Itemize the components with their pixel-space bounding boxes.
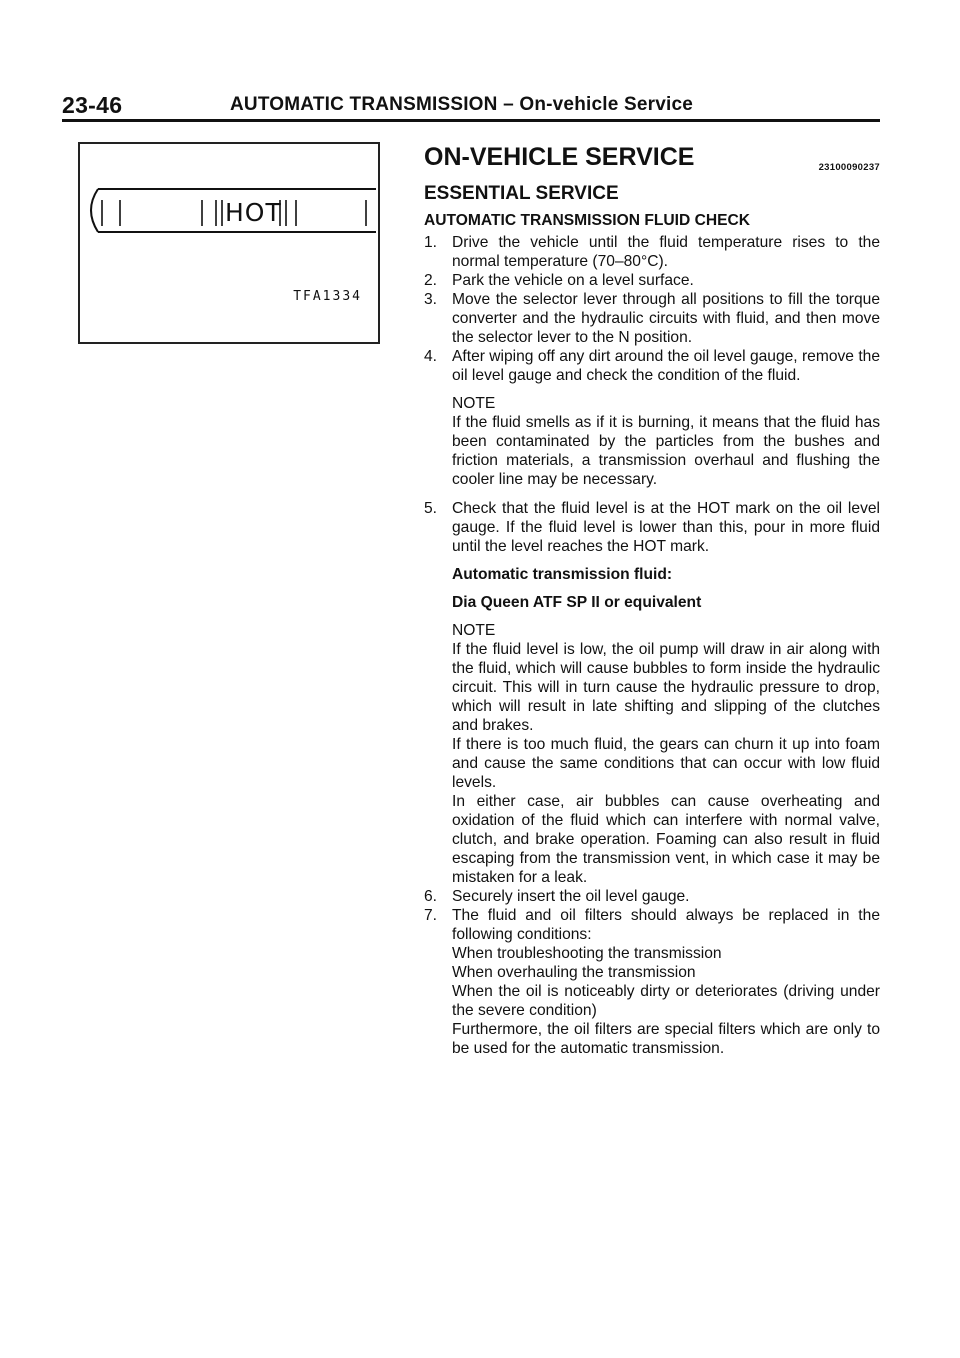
step-2: 2. Park the vehicle on a level surface. xyxy=(424,272,694,289)
note-2 xyxy=(424,621,880,887)
note-1-label: NOTE xyxy=(452,395,496,412)
oil-level-gauge-figure xyxy=(78,142,380,344)
note-1 xyxy=(424,394,880,489)
oil-level-gauge-illustration xyxy=(80,144,382,346)
step-5: 5. Check that the fluid level is at the HOT mark on the oil level gauge. If the fluid level is lower than this, pour in more fluid until the level reaches the HOT mark. xyxy=(424,500,880,555)
note-1-text: If the fluid smells as if it is burning, it means that the fluid has been contaminated by the particles from the bushes and friction materials, a transmission overhaul and flushing the cooler line may be necessary. xyxy=(452,414,880,488)
procedure-title: AUTOMATIC TRANSMISSION FLUID CHECK xyxy=(424,212,751,229)
figure-code: TFA1334 xyxy=(293,289,362,304)
note-2-label: NOTE xyxy=(452,622,496,639)
section-title: ON-VEHICLE SERVICE xyxy=(424,143,695,171)
note-2-paragraph-2: If there is too much fluid, the gears can churn it up into foam and cause the same conditions that can occur with low fluid levels. xyxy=(452,736,880,791)
header-separator: – xyxy=(503,94,514,115)
fluid-label: Automatic transmission fluid: xyxy=(452,566,673,583)
step-4: 4. After wiping off any dirt around the oil level gauge, remove the oil level gauge and check the condition of the fluid. xyxy=(424,348,880,384)
condition-4: Furthermore, the oil filters are special filters which are only to be used for the automatic transmission. xyxy=(452,1021,880,1057)
header-subtitle: On-vehicle Service xyxy=(519,94,693,115)
document-id: 23100090237 xyxy=(818,162,880,173)
page-number: 23-46 xyxy=(62,92,123,118)
fluid-spec: Dia Queen ATF SP II or equivalent xyxy=(452,594,702,611)
step-7: 7. The fluid and oil filters should always be replaced in the following conditions: When troubleshooting the transmission When overhauling the transmission When the oil is noticeably dirty or deteriorates (driving under the severe condition) Furthermore, the oil filters are special filters which are only to be used for the automatic transmission. xyxy=(424,907,880,1057)
section-subtitle: ESSENTIAL SERVICE xyxy=(424,183,619,204)
condition-2: When overhauling the transmission xyxy=(452,964,696,981)
main-content xyxy=(424,142,880,1058)
step-3: 3. Move the selector lever through all positions to fill the torque converter and the hydraulic circuits with fluid, and then move the selector lever to the N position. xyxy=(424,291,880,346)
step-1: 1. Drive the vehicle until the fluid temperature rises to the normal temperature (70–80°C). xyxy=(424,234,880,270)
page-header xyxy=(62,92,880,122)
condition-1: When troubleshooting the transmission xyxy=(452,945,722,962)
note-2-paragraph-1: If the fluid level is low, the oil pump will draw in air along with the fluid, which will cause bubbles to form inside the hydraulic circuit. This will in turn cause the hydraulic pressure to drop, which will result in late shifting and slipping of the clutches and brakes. xyxy=(452,641,880,734)
header-title xyxy=(230,94,693,116)
step-6: 6. Securely insert the oil level gauge. xyxy=(424,888,690,905)
note-2-paragraph-3: In either case, air bubbles can cause overheating and oxidation of the fluid which can interfere with normal valve, clutch, and brake operation. Foaming can also result in fluid escaping from the transmission vent, in which case it may be mistaken for a leak. xyxy=(452,793,880,886)
hot-mark-label: HOT xyxy=(225,198,282,227)
condition-3: When the oil is noticeably dirty or deteriorates (driving under the severe condition) xyxy=(452,983,880,1019)
header-chapter: AUTOMATIC TRANSMISSION xyxy=(230,94,498,115)
